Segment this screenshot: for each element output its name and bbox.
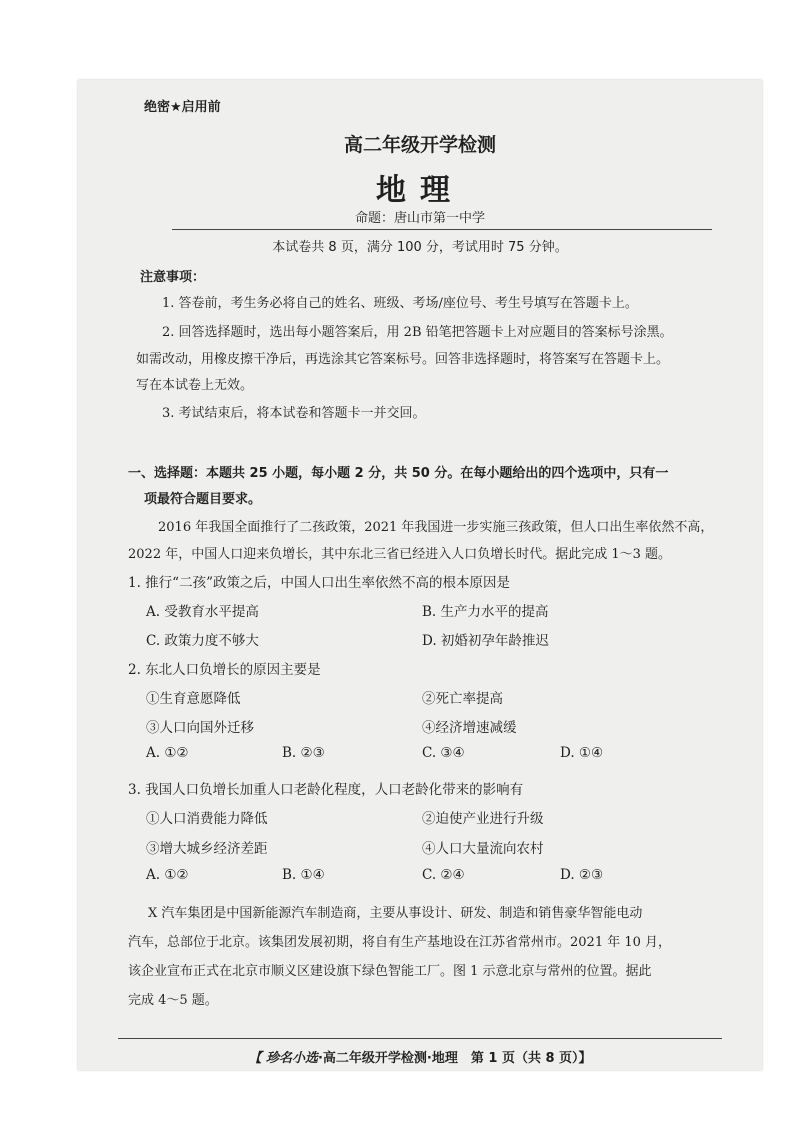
question-2-statement-4: ④经济增速减缓 xyxy=(422,720,517,736)
question-2-option-d: D. ①④ xyxy=(560,745,604,761)
header-divider xyxy=(172,229,712,230)
question-3-option-d: D. ②③ xyxy=(560,867,604,883)
notice-item-3: 3. 考试结束后，将本试卷和答题卡一并交回。 xyxy=(162,406,426,421)
question-1-option-b: B. 生产力水平的提高 xyxy=(422,604,549,620)
section-heading: 一、选择题：本题共 25 小题，每小题 2 分，共 50 分。在每小题给出的四个选项中，只有一 xyxy=(128,466,669,481)
passage-2-line-4: 完成 4～5 题。 xyxy=(128,993,218,1008)
question-3-statement-3: ③增大城乡经济差距 xyxy=(146,841,268,857)
passage-2-line-3: 该企业宣布正式在北京市顺义区建设旗下绿色智能工厂。图 1 示意北京与常州的位置。据此 xyxy=(128,964,652,979)
question-3-option-b: B. ①④ xyxy=(282,867,325,883)
publisher-logo: 【 珍名小选 xyxy=(248,1051,318,1066)
question-1-option-a: A. 受教育水平提高 xyxy=(146,604,259,620)
page-footer xyxy=(78,1047,762,1066)
notice-item-2-end: 写在本试卷上无效。 xyxy=(136,378,254,393)
question-3-statement-1: ①人口消费能力降低 xyxy=(146,811,268,827)
question-3-statement-2: ②迫使产业进行升级 xyxy=(422,811,544,827)
question-3-option-a: A. ①② xyxy=(146,867,189,883)
question-3-stem: 3. 我国人口负增长加重人口老龄化程度，人口老龄化带来的影响有 xyxy=(128,782,524,798)
question-2-statement-3: ③人口向国外迁移 xyxy=(146,720,254,736)
passage-2-line-2: 汽车，总部位于北京。该集团发展初期，将自有生产基地设在江苏省常州市。2021 年 10 月， xyxy=(128,935,672,950)
question-2-option-a: A. ①② xyxy=(146,745,189,761)
secret-label: 绝密★启用前 xyxy=(144,100,221,115)
notice-item-2-cont: 如需改动，用橡皮擦干净后，再选涂其它答案标号。回答非选择题时，将答案写在答题卡上。 xyxy=(136,352,670,367)
question-2-stem: 2. 东北人口负增长的原因主要是 xyxy=(128,662,321,678)
passage-1-line-1: 2016 年我国全面推行了二孩政策，2021 年我国进一步实施三孩政策，但人口出生率依然不高， xyxy=(158,520,714,535)
question-3-statement-4: ④人口大量流向农村 xyxy=(422,841,544,857)
question-2-option-c: C. ③④ xyxy=(422,745,465,761)
exam-title: 高二年级开学检测 xyxy=(343,134,496,156)
notice-title: 注意事项： xyxy=(140,270,206,285)
question-1-stem: 1. 推行“二孩”政策之后，中国人口出生率依然不高的根本原因是 xyxy=(128,575,510,591)
question-1-option-d: D. 初婚初孕年龄推迟 xyxy=(422,633,549,649)
exam-info: 本试卷共 8 页，满分 100 分，考试用时 75 分钟。 xyxy=(272,240,568,255)
section-heading-cont: 项最符合题目要求。 xyxy=(144,492,262,507)
exam-page xyxy=(78,80,762,1070)
question-1-option-c: C. 政策力度不够大 xyxy=(146,633,259,649)
passage-1-line-2: 2022 年，中国人口迎来负增长，其中东北三省已经进入人口负增长时代。据此完成 1～3 题。 xyxy=(128,547,672,562)
subject-title: 地理 xyxy=(376,173,464,208)
notice-item-2: 2. 回答选择题时，选出每小题答案后，用 2B 铅笔把答题卡上对应题目的答案标号涂黑。 xyxy=(162,325,673,340)
author-line: 命题：唐山市第一中学 xyxy=(354,211,485,226)
notice-item-1: 1. 答卷前，考生务必将自己的姓名、班级、考场/座位号、考生号填写在答题卡上。 xyxy=(162,296,638,311)
question-3-option-c: C. ②④ xyxy=(422,867,465,883)
question-2-statement-1: ①生育意愿降低 xyxy=(146,691,241,707)
passage-2-line-1: X 汽车集团是中国新能源汽车制造商，主要从事设计、研发、制造和销售豪华智能电动 xyxy=(148,906,643,921)
question-2-statement-2: ②死亡率提高 xyxy=(422,691,503,707)
footer-divider xyxy=(118,1038,722,1039)
footer-text: ·高二年级开学检测·地理 第 1 页（共 8 页）】 xyxy=(317,1051,592,1066)
question-2-option-b: B. ②③ xyxy=(282,745,325,761)
